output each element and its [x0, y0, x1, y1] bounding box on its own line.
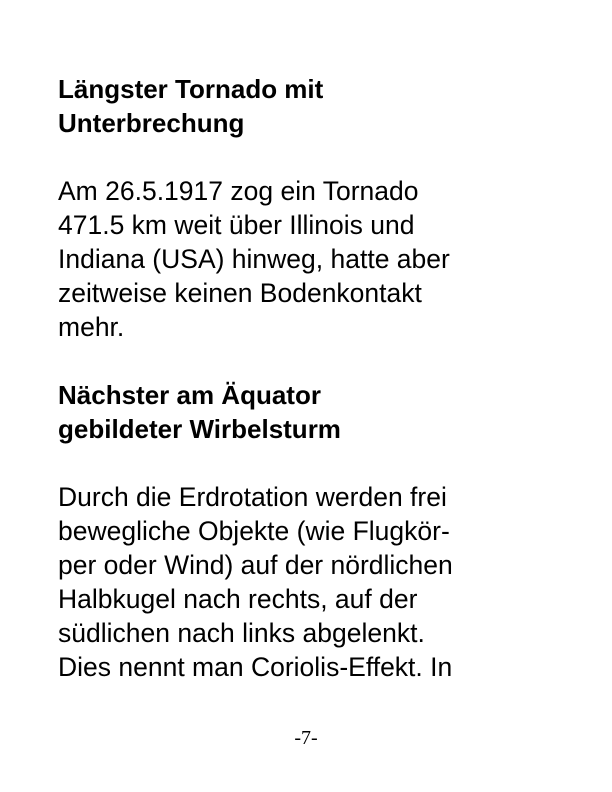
section-paragraph-coriolis — [58, 480, 558, 684]
text-line: Indiana (USA) hinweg, hatte aber — [58, 244, 450, 274]
text-line: 471.5 km weit über Illinois und — [58, 210, 415, 240]
spacer — [58, 344, 558, 378]
text-line: mehr. — [58, 312, 125, 342]
page-content — [58, 72, 558, 684]
text-line: Durch die Erdrotation werden frei — [58, 482, 447, 512]
heading-line: Nächster am Äquator — [58, 380, 321, 410]
text-line: bewegliche Objekte (wie Flugkör- — [58, 516, 450, 546]
heading-line: Unterbrechung — [58, 108, 245, 138]
spacer — [58, 446, 558, 480]
text-line: Am 26.5.1917 zog ein Tornado — [58, 176, 419, 206]
section-paragraph-longest-tornado — [58, 174, 558, 344]
text-line: südlichen nach links abgelenkt. — [58, 618, 425, 648]
page-number: -7- — [294, 727, 318, 749]
text-line: per oder Wind) auf der nördlichen — [58, 550, 453, 580]
text-line: Halbkugel nach rechts, auf der — [58, 584, 418, 614]
section-heading-equator-storm — [58, 378, 558, 446]
text-line: Dies nennt man Coriolis-Effekt. In — [58, 652, 453, 682]
heading-line: gebildeter Wirbelsturm — [58, 414, 341, 444]
spacer — [58, 140, 558, 174]
section-heading-longest-tornado — [58, 72, 558, 140]
text-line: zeitweise keinen Bodenkontakt — [58, 278, 422, 308]
heading-line: Längster Tornado mit — [58, 74, 324, 104]
